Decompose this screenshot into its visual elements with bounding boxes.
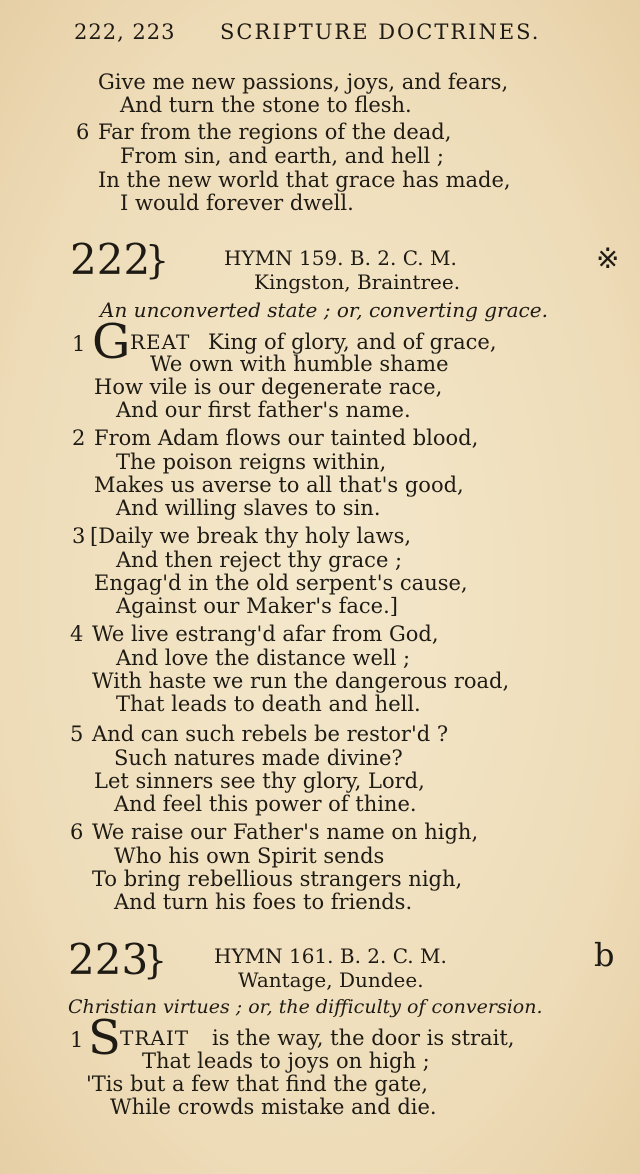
verse-line: is the way, the door is strait, bbox=[212, 1026, 515, 1050]
hymn-subtitle: Christian virtues ; or, the difficulty of conversion. bbox=[68, 996, 543, 1018]
verse-line: And then reject thy grace ; bbox=[116, 548, 403, 572]
verse-line: We raise our Father's name on high, bbox=[92, 820, 479, 844]
small-caps-word: REAT bbox=[130, 330, 191, 354]
verse-line: In the new world that grace has made, bbox=[98, 168, 511, 192]
verse-line: I would forever dwell. bbox=[120, 191, 354, 215]
stanza-number: 1 bbox=[70, 1028, 84, 1052]
verse-line: 'Tis but a few that find the gate, bbox=[86, 1072, 428, 1096]
stanza-number: 4 bbox=[70, 622, 84, 646]
hymn-brace: } bbox=[143, 938, 168, 982]
asterism-mark: ※ bbox=[596, 242, 620, 275]
verse-line: Far from the regions of the dead, bbox=[98, 120, 452, 144]
verse-line: Let sinners see thy glory, Lord, bbox=[94, 769, 425, 793]
stanza-number: 6 bbox=[76, 120, 90, 144]
drop-cap: G bbox=[92, 314, 131, 370]
hymn-number: 222 bbox=[70, 235, 151, 284]
hymn-subtitle: An unconverted state ; or, converting grace. bbox=[100, 298, 548, 322]
verse-line: And love the distance well ; bbox=[116, 646, 411, 670]
small-caps-word: TRAIT bbox=[120, 1026, 190, 1050]
verse-line: King of glory, and of grace, bbox=[208, 330, 497, 354]
verse-line: That leads to death and hell. bbox=[116, 692, 421, 716]
verse-line: Give me new passions, joys, and fears, bbox=[98, 70, 509, 94]
verse-line: While crowds mistake and die. bbox=[110, 1095, 437, 1119]
stanza-number: 5 bbox=[70, 722, 84, 746]
stanza-number: 6 bbox=[70, 820, 84, 844]
verse-line: And willing slaves to sin. bbox=[116, 496, 381, 520]
verse-line: That leads to joys on high ; bbox=[142, 1049, 430, 1073]
stanza-number: 3 bbox=[72, 524, 86, 548]
verse-line: From Adam flows our tainted blood, bbox=[94, 426, 479, 450]
verse-line: Who his own Spirit sends bbox=[114, 844, 385, 868]
hymn-brace: } bbox=[145, 238, 170, 282]
verse-line: And our first father's name. bbox=[116, 398, 411, 422]
hymn-number: 223 bbox=[68, 935, 149, 984]
verse-line: The poison reigns within, bbox=[116, 450, 387, 474]
stanza-number: 1 bbox=[72, 332, 86, 356]
stanza-number: 2 bbox=[72, 426, 86, 450]
hymn-heading: HYMN 161. B. 2. C. M. bbox=[214, 944, 447, 968]
verse-line: Engag'd in the old serpent's cause, bbox=[94, 571, 468, 595]
verse-line: And feel this power of thine. bbox=[114, 792, 417, 816]
verse-line: And turn his foes to friends. bbox=[114, 890, 413, 914]
verse-line: With haste we run the dangerous road, bbox=[92, 669, 510, 693]
tune-names: Wantage, Dundee. bbox=[238, 968, 424, 992]
verse-line: From sin, and earth, and hell ; bbox=[120, 144, 444, 168]
running-header bbox=[74, 20, 574, 44]
verse-line: And turn the stone to flesh. bbox=[120, 93, 412, 117]
verse-line: [Daily we break thy holy laws, bbox=[90, 524, 412, 548]
flat-mark: b bbox=[594, 936, 615, 974]
verse-line: Such natures made divine? bbox=[114, 746, 403, 770]
tune-names: Kingston, Braintree. bbox=[254, 270, 461, 294]
verse-line: Against our Maker's face.] bbox=[116, 594, 398, 618]
verse-line: How vile is our degenerate race, bbox=[94, 375, 443, 399]
verse-line: And can such rebels be restor'd ? bbox=[92, 722, 449, 746]
drop-cap: S bbox=[88, 1010, 121, 1066]
verse-line: Makes us averse to all that's good, bbox=[94, 473, 464, 497]
verse-line: We own with humble shame bbox=[150, 352, 449, 376]
hymn-heading: HYMN 159. B. 2. C. M. bbox=[224, 246, 457, 270]
header-page-numbers: 222, 223 bbox=[74, 20, 176, 44]
verse-line: We live estrang'd afar from God, bbox=[92, 622, 439, 646]
header-title: SCRIPTURE DOCTRINES. bbox=[220, 20, 541, 44]
verse-line: To bring rebellious strangers nigh, bbox=[92, 867, 463, 891]
